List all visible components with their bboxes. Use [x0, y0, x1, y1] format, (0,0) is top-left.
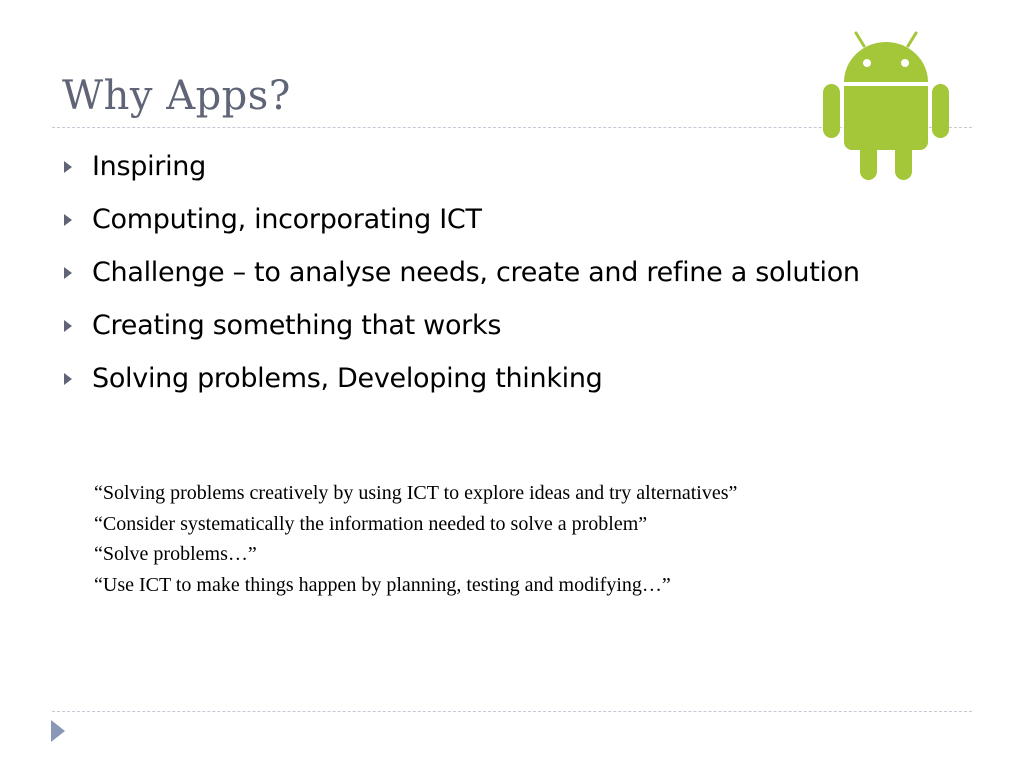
bullet-arrow-icon — [64, 267, 72, 279]
bullet-item — [62, 246, 860, 299]
bullet-text: Inspiring — [92, 151, 206, 182]
bullet-arrow-icon — [64, 214, 72, 226]
bullet-item — [62, 140, 860, 193]
quote-line: “Solving problems creatively by using ICT to explore ideas and try alternatives” — [94, 482, 738, 504]
bullet-arrow-icon — [64, 320, 72, 332]
bullet-text: Computing, incorporating ICT — [92, 204, 482, 235]
quote-line: “Use ICT to make things happen by planning, testing and modifying…” — [94, 573, 671, 596]
bullet-item — [62, 352, 860, 405]
bullet-arrow-icon — [64, 373, 72, 385]
bullet-item — [62, 193, 860, 246]
next-slide-arrow-icon[interactable] — [51, 720, 65, 742]
quote-line: “Solve problems…” — [94, 543, 257, 565]
bullet-text: Creating something that works — [92, 310, 502, 341]
bullet-list — [62, 140, 860, 405]
footer-divider — [52, 711, 972, 712]
bullet-text: Solving problems, Developing thinking — [92, 363, 603, 394]
quote-line: “Consider systematically the information needed to solve a problem” — [94, 512, 648, 535]
bullet-text: Challenge – to analyse needs, create and refine a solution — [92, 257, 860, 288]
quote-list — [94, 478, 737, 600]
bullet-item — [62, 299, 860, 352]
bullet-arrow-icon — [64, 161, 72, 173]
slide-title: Why Apps? — [62, 73, 291, 119]
